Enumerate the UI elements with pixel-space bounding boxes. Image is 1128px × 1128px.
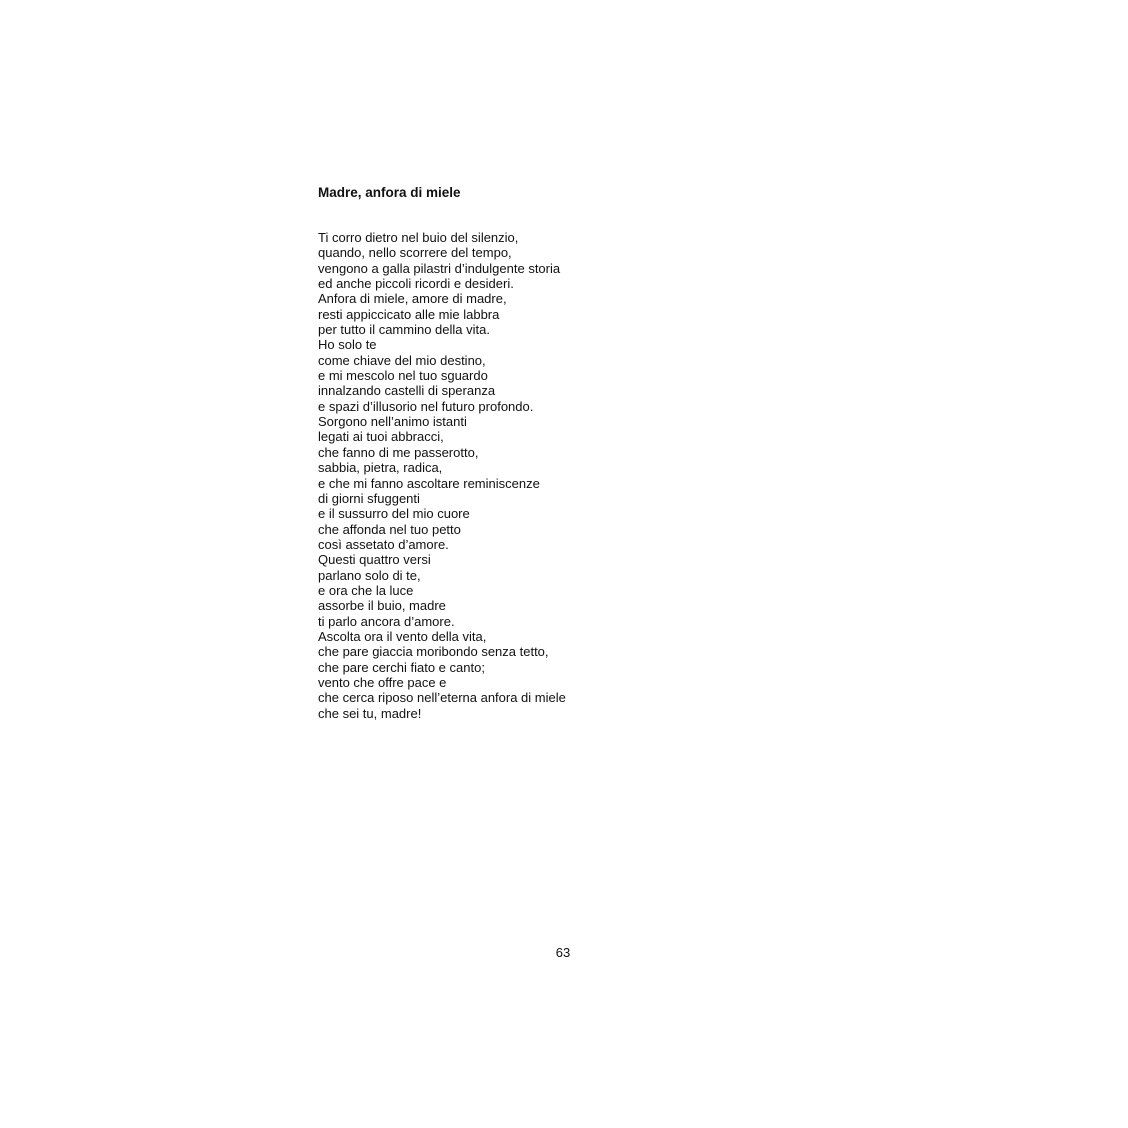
poem-line: così assetato d’amore.: [318, 536, 449, 552]
poem-line: come chiave del mio destino,: [318, 352, 486, 368]
poem-line: e mi mescolo nel tuo sguardo: [318, 368, 488, 384]
poem-line: Ho solo te: [318, 337, 377, 353]
poem-line: Ti corro dietro nel buio del silenzio,: [318, 230, 519, 245]
poem-line: resti appiccicato alle mie labbra: [318, 306, 500, 322]
poem-line: Questi quattro versi: [318, 552, 431, 568]
poem-body: [318, 230, 778, 721]
poem-line: innalzando castelli di speranza: [318, 383, 496, 399]
poem-line: che affonda nel tuo petto: [318, 521, 461, 537]
poem-line: sabbia, pietra, radica,: [318, 460, 443, 476]
poem-line: ti parlo ancora d’amore.: [318, 613, 455, 629]
poem-line: quando, nello scorrere del tempo,: [318, 245, 512, 261]
poem-title: Madre, anfora di miele: [318, 185, 461, 200]
poem-line: e ora che la luce: [318, 582, 414, 598]
poem-line: vento che offre pace e: [318, 674, 447, 690]
poem-line: e il sussurro del mio cuore: [318, 506, 470, 522]
poem-line: di giorni sfuggenti: [318, 490, 420, 506]
poem-line: che fanno di me passerotto,: [318, 444, 479, 460]
poem-line: ed anche piccoli ricordi e desideri.: [318, 276, 514, 292]
poem-line: che pare cerchi fiato e canto;: [318, 659, 485, 675]
poem-line: vengono a galla pilastri d’indulgente storia: [318, 260, 561, 276]
poem-line: parlano solo di te,: [318, 567, 421, 583]
poem-line: per tutto il cammino della vita.: [318, 322, 490, 338]
poem-line: che sei tu, madre!: [318, 705, 422, 721]
poem-line: Anfora di miele, amore di madre,: [318, 291, 507, 307]
poem-line: legati ai tuoi abbracci,: [318, 429, 444, 445]
poem-line: e che mi fanno ascoltare reminiscenze: [318, 475, 540, 491]
page-number: 63: [555, 945, 571, 960]
poem-line: che cerca riposo nell’eterna anfora di miele: [318, 690, 566, 706]
poem-line: che pare giaccia moribondo senza tetto,: [318, 644, 549, 660]
poem-line: e spazi d’illusorio nel futuro profondo.: [318, 398, 534, 414]
poem-line: Sorgono nell’animo istanti: [318, 414, 467, 430]
poem-line: Ascolta ora il vento della vita,: [318, 628, 487, 644]
poem-line: assorbe il buio, madre: [318, 598, 446, 614]
